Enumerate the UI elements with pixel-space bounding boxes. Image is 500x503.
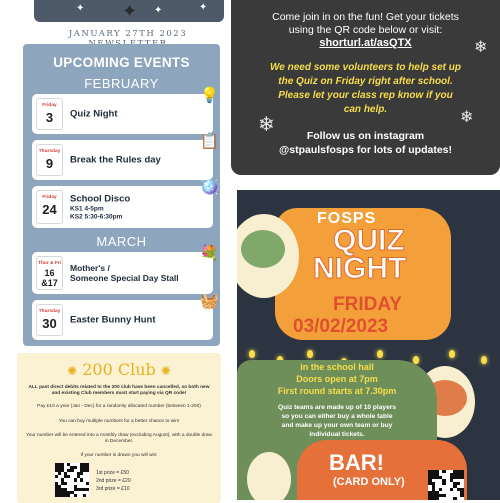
event-title: Break the Rules day bbox=[70, 154, 161, 166]
event-weekday: Friday bbox=[42, 103, 57, 108]
poster-card-only: (CARD ONLY) bbox=[333, 476, 405, 488]
chalk-line: using the QR code below or visit: bbox=[288, 24, 443, 36]
qr-module bbox=[86, 482, 89, 485]
star-icon: ✦ bbox=[154, 5, 163, 16]
header-banner bbox=[34, 0, 224, 22]
poster-teams: and make up your own team or buy bbox=[281, 422, 393, 429]
follow-line: Follow us on instagram bbox=[306, 130, 425, 142]
event-day: 24 bbox=[42, 202, 57, 217]
qr-module bbox=[86, 469, 89, 472]
event-day: 16 &17 bbox=[41, 268, 58, 288]
fairy-light-icon bbox=[307, 350, 313, 358]
instagram-handle[interactable]: @stpaulsfosps for lots of updates! bbox=[279, 144, 452, 156]
star-icon: ✦ bbox=[76, 3, 85, 14]
poster-title-quiz: QUIZ bbox=[333, 224, 405, 257]
qr-module bbox=[442, 470, 446, 473]
prize-list bbox=[96, 469, 131, 493]
event-weekday: Thur & Fri bbox=[38, 261, 61, 266]
event-date bbox=[36, 256, 63, 290]
newsletter-date: JANUARY 27TH 2023 bbox=[68, 29, 188, 39]
upcoming-events-panel bbox=[23, 44, 220, 346]
sparkle-icon: ✺ bbox=[160, 364, 171, 378]
prize-item: 3rd prize = £10 bbox=[96, 486, 130, 492]
qr-module bbox=[457, 482, 461, 485]
poster-teams: individual tickets. bbox=[309, 431, 365, 438]
qr-module bbox=[70, 469, 73, 472]
event-weekday: Friday bbox=[42, 195, 57, 200]
chalkboard-panel bbox=[231, 0, 500, 175]
lightbulb-icon bbox=[247, 452, 291, 500]
qr-module bbox=[442, 482, 446, 485]
qr-module bbox=[67, 494, 70, 497]
club-title bbox=[17, 360, 221, 379]
qr-module bbox=[74, 478, 77, 481]
event-weekday: Thursday bbox=[38, 309, 61, 314]
ticket-url-link[interactable]: shorturl.at/asQTX bbox=[319, 37, 412, 49]
event-title: Easter Bunny Hunt bbox=[70, 314, 156, 326]
qr-module bbox=[64, 482, 67, 485]
qr-module bbox=[450, 488, 454, 491]
event-title bbox=[70, 194, 130, 221]
qr-module bbox=[74, 494, 77, 497]
qr-module bbox=[55, 475, 58, 478]
event-title-text: Mother's / bbox=[70, 263, 110, 273]
event-date bbox=[36, 144, 63, 176]
qr-code-tickets[interactable] bbox=[428, 470, 464, 500]
qr-module bbox=[58, 472, 61, 475]
event-date bbox=[36, 304, 63, 336]
club-paragraph: If your number is drawn you will win: bbox=[80, 453, 158, 458]
poster-teams: Quiz teams are made up of 10 players bbox=[277, 404, 396, 411]
club-title-text: 200 Club bbox=[82, 360, 156, 379]
event-title bbox=[70, 263, 179, 283]
club-paragraph: Your number will be entered into a monthly draw (excluding August), with a double draw in December. bbox=[26, 433, 212, 444]
event-subtitle: KS1 4-5pm bbox=[70, 205, 104, 213]
event-card bbox=[32, 245, 219, 294]
volunteer-line: Please let your class rep know if you bbox=[278, 90, 453, 101]
event-card bbox=[32, 179, 219, 228]
easter-basket-icon: 🧺 bbox=[200, 293, 219, 310]
poster-teams: so you can either buy a whole table bbox=[281, 413, 393, 420]
qr-module bbox=[74, 466, 77, 469]
qr-module bbox=[460, 494, 464, 497]
club-notice: ALL past direct debits related to the 200 club have been cancelled, so both new and existing Club members must start paying via QR code! bbox=[28, 385, 210, 396]
flowers-icon: 💐 bbox=[200, 245, 219, 262]
brain-icon bbox=[241, 230, 285, 268]
club-paragraph: Pay £10 a year (Jan - Dec) for a randomly allocated number (between 1-200) bbox=[37, 404, 201, 409]
events-heading: UPCOMING EVENTS bbox=[53, 55, 190, 70]
prize-item: 2nd prize = £20 bbox=[96, 478, 131, 484]
volunteer-line: We need some volunteers to help set up bbox=[270, 62, 461, 73]
poster-first-round: First round starts at 7.30pm bbox=[277, 386, 397, 396]
event-date bbox=[36, 98, 63, 130]
sparkle-icon: ✺ bbox=[67, 364, 78, 378]
qr-module bbox=[442, 494, 446, 497]
poster-bar: BAR! bbox=[329, 450, 384, 475]
qr-module bbox=[80, 472, 83, 475]
event-day: 3 bbox=[45, 110, 54, 125]
event-date bbox=[36, 190, 63, 224]
fairy-light-icon bbox=[377, 350, 383, 358]
qr-code-200-club[interactable] bbox=[55, 463, 89, 497]
poster-title-night: NIGHT bbox=[313, 252, 407, 285]
qr-module bbox=[86, 488, 89, 491]
star-icon: ✦ bbox=[122, 1, 138, 21]
poster-venue: in the school hall bbox=[300, 362, 374, 372]
star-icon: ✦ bbox=[199, 2, 208, 13]
qr-module bbox=[80, 478, 83, 481]
rules-note-icon: 📋 bbox=[200, 133, 219, 150]
prize-item: 1st prize = £50 bbox=[96, 470, 129, 476]
qr-module bbox=[460, 476, 464, 479]
lightbulb-icon: 💡 bbox=[200, 87, 219, 104]
event-title: Quiz Night bbox=[70, 108, 118, 120]
poster-org: FOSPS bbox=[317, 210, 377, 227]
poster-doors: Doors open at 7pm bbox=[296, 374, 378, 384]
qr-module bbox=[83, 494, 86, 497]
fairy-light-icon bbox=[249, 350, 255, 358]
fairy-light-icon bbox=[481, 356, 487, 364]
event-card bbox=[32, 293, 219, 340]
chalk-line: Come join in on the fun! Get your tickets bbox=[272, 11, 459, 23]
fairy-light-icon bbox=[449, 350, 455, 358]
event-title-text: Someone Special Day Stall bbox=[70, 273, 179, 283]
poster-day: FRIDAY bbox=[333, 294, 402, 315]
qr-module bbox=[67, 475, 70, 478]
event-title-text: School Disco bbox=[70, 193, 131, 205]
event-card bbox=[32, 87, 219, 134]
snowflake-icon: ❄ bbox=[474, 39, 488, 56]
event-day: 9 bbox=[45, 156, 54, 171]
event-weekday: Thursday bbox=[38, 149, 61, 154]
disco-ball-icon: 🪩 bbox=[200, 179, 219, 196]
month-label: FEBRUARY bbox=[84, 76, 159, 91]
snowflake-icon: ❄ bbox=[460, 109, 474, 126]
month-label: MARCH bbox=[96, 234, 147, 249]
event-day: 30 bbox=[42, 316, 57, 331]
event-card bbox=[32, 133, 219, 180]
poster-date: 03/02/2023 bbox=[293, 316, 389, 337]
quiz-night-poster bbox=[237, 190, 500, 500]
volunteer-line: can help. bbox=[343, 104, 388, 115]
club-paragraph: You can buy multiple numbers for a better chance to win! bbox=[58, 419, 180, 424]
event-subtitle: KS2 5:30-6:30pm bbox=[70, 213, 123, 221]
snowflake-icon: ❄ bbox=[258, 114, 275, 136]
qr-module bbox=[439, 488, 443, 491]
volunteer-line: the Quiz on Friday right after school. bbox=[278, 76, 453, 87]
